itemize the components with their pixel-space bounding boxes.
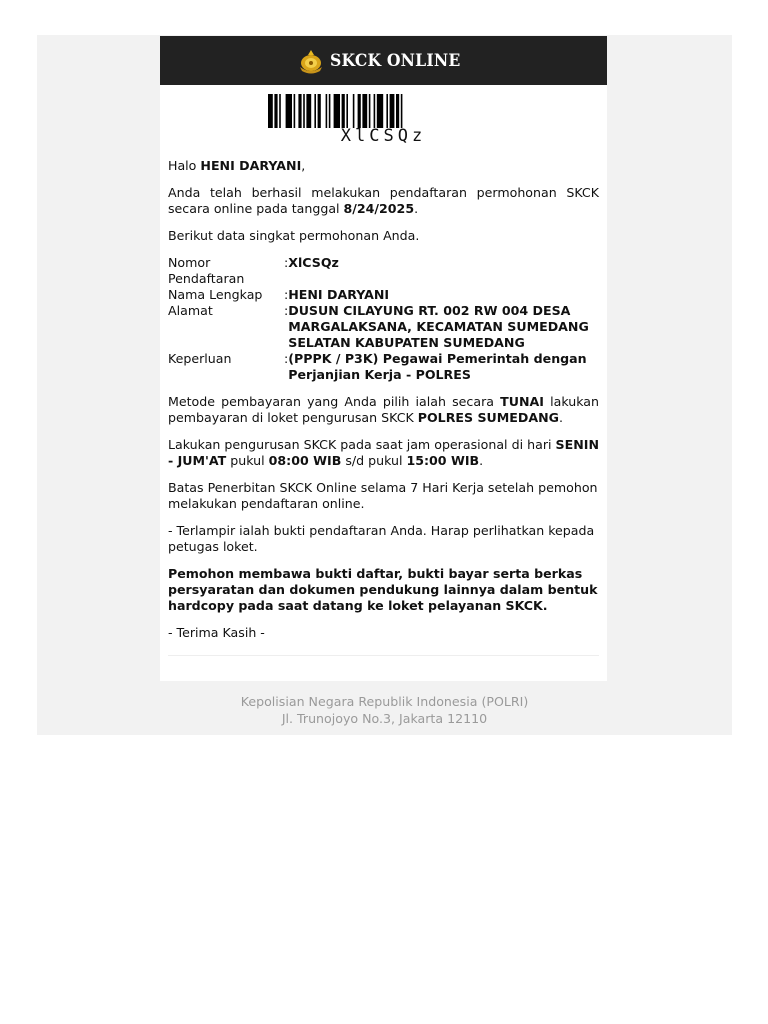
barcode-bar — [303, 94, 305, 128]
email-body — [160, 158, 607, 656]
operating-days: SENIN - JUM'AT — [168, 437, 599, 468]
barcode-bar — [376, 94, 382, 128]
divider — [168, 655, 599, 656]
payment-paragraph: Metode pembayaran yang Anda pilih ialah secara TUNAI lakukan pembayaran di loket pengurusan SKCK POLRES SUMEDANG. — [168, 394, 599, 425]
barcode-bar — [298, 94, 301, 128]
email-header — [160, 36, 607, 85]
barcode-bar — [328, 94, 330, 128]
info-label: Nama Lengkap — [168, 287, 263, 302]
barcode-bar — [274, 94, 277, 128]
registration-date: 8/24/2025 — [343, 201, 415, 216]
barcode-bar — [386, 94, 388, 128]
closing-text: - Terima Kasih - — [168, 625, 265, 640]
info-label: Alamat — [168, 303, 213, 318]
info-value: DUSUN CILAYUNG RT. 002 RW 004 DESA MARGALAKSANA, KECAMATAN SUMEDANG SELATAN KABUPATEN SUMEDANG — [288, 303, 589, 350]
email-footer — [37, 693, 732, 727]
info-value: XlCSQz — [288, 255, 339, 270]
barcode-bar — [306, 94, 311, 128]
barcode-bar — [317, 94, 320, 128]
footer-address: Jl. Trunojoyo No.3, Jakarta 12110 — [281, 711, 488, 726]
greeting: Halo HENI DARYANI, — [168, 158, 306, 173]
end-time: 15:00 WIB — [406, 453, 480, 468]
footer-org: Kepolisian Negara Republik Indonesia (POLRI) — [240, 694, 529, 709]
barcode-bar — [368, 94, 370, 128]
info-label: Nomor Pendaftaran — [168, 255, 245, 286]
barcode-bar — [357, 94, 360, 128]
summary-intro: Berikut data singkat permohonan Anda. — [168, 228, 420, 243]
barcode-bar — [400, 94, 402, 128]
info-label: Keperluan — [168, 351, 232, 366]
attachment-paragraph: - Terlampir ialah bukti pendaftaran Anda. Harap perlihatkan kepada petugas loket. — [168, 523, 595, 554]
barcode-bar — [389, 94, 394, 128]
barcode-bar — [293, 94, 295, 128]
info-row: Nomor Pendaftaran :XlCSQz — [168, 255, 339, 286]
info-row: Alamat : DUSUN CILAYUNG RT. 002 RW 004 DESA MARGALAKSANA, KECAMATAN SUMEDANG SELATAN KABUPATEN SUMEDANG — [168, 303, 599, 351]
barcode-bar — [314, 94, 316, 128]
barcode — [160, 94, 607, 150]
brand-title: SKCK ONLINE — [329, 50, 461, 71]
intro-paragraph: Anda telah berhasil melakukan pendaftaran permohonan SKCK secara online pada tanggal 8/24/2025. — [168, 185, 599, 216]
info-row: Keperluan : (PPPK / P3K) Pegawai Pemerintah dengan Perjanjian Kerja - POLRES — [168, 351, 599, 383]
deadline-paragraph: Batas Penerbitan SKCK Online selama 7 Hari Kerja setelah pemohon melakukan pendaftaran online. — [168, 480, 598, 511]
hours-paragraph: Lakukan pengurusan SKCK pada saat jam operasional di hari SENIN - JUM'AT pukul 08:00 WIB s/d pukul 15:00 WIB. — [168, 437, 599, 468]
barcode-image — [264, 94, 504, 128]
barcode-bar — [285, 94, 291, 128]
barcode-code: XlCSQz — [340, 126, 427, 146]
recipient-name: HENI DARYANI — [200, 158, 302, 173]
email-container — [37, 35, 732, 735]
info-value: (PPPK / P3K) Pegawai Pemerintah dengan Perjanjian Kerja - POLRES — [288, 351, 587, 382]
barcode-bar — [341, 94, 344, 128]
barcode-bar — [396, 94, 399, 128]
barcode-bar — [268, 94, 273, 128]
start-time: 08:00 WIB — [268, 453, 342, 468]
payment-method: TUNAI — [500, 394, 544, 409]
barcode-bar — [279, 94, 281, 128]
barcode-bar — [352, 94, 354, 128]
info-row: Nama Lengkap :HENI DARYANI — [168, 287, 390, 302]
payment-office: POLRES SUMEDANG — [417, 410, 559, 425]
info-value: HENI DARYANI — [288, 287, 390, 302]
registration-info-table — [168, 255, 599, 383]
header-logo — [296, 47, 472, 75]
barcode-bar — [333, 94, 339, 128]
email-card — [160, 36, 607, 681]
barcode-bar — [362, 94, 367, 128]
barcode-bar — [325, 94, 327, 128]
bring-documents-note: Pemohon membawa bukti daftar, bukti bayar serta berkas persyaratan dan dokumen pendukung lainnya dalam bentuk hardcopy pada saat datang ke loket pelayanan SKCK. — [168, 566, 598, 613]
barcode-bar — [373, 94, 375, 128]
polri-emblem-icon — [296, 47, 326, 75]
barcode-bar — [346, 94, 348, 128]
